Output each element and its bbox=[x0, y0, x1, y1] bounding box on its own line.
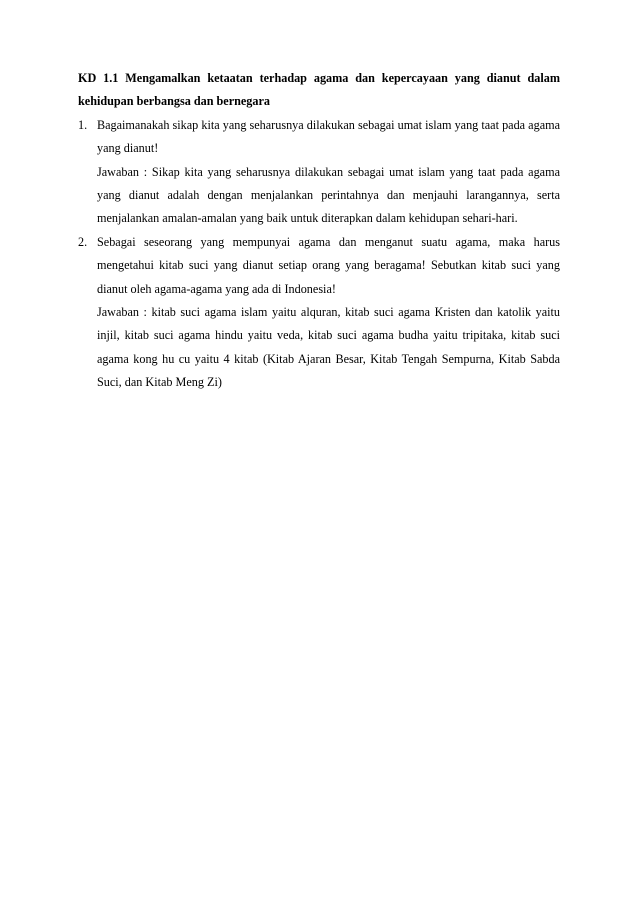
question-text: Bagaimanakah sikap kita yang seharusnya dilakukan sebagai umat islam yang taat pada agama yang dianut! bbox=[97, 117, 560, 156]
answer-text: Jawaban : kitab suci agama islam yaitu alquran, kitab suci agama Kristen dan katolik yaitu injil, kitab suci agama hindu yaitu veda, kitab suci agama budha yaitu tripitaka, kitab suci agama kong hu cu yaitu 4 kitab (Kitab Ajaran Besar, Kitab Tengah Sempurna, Kitab Sabda Suci, dan Kitab Meng Zi) bbox=[97, 305, 560, 390]
section-heading: KD 1.1 Mengamalkan ketaatan terhadap agama dan kepercayaan yang dianut dalam kehidupan berbangsa dan bernegara bbox=[78, 71, 560, 109]
question-item-2 bbox=[78, 231, 560, 395]
document-page bbox=[78, 67, 560, 395]
question-item-1 bbox=[78, 114, 560, 231]
question-number: 2. bbox=[78, 234, 88, 249]
question-text: Sebagai seseorang yang mempunyai agama dan menganut suatu agama, maka harus mengetahui kitab suci yang dianut setiap orang yang beragama! Sebutkan kitab suci yang dianut oleh agama-agama yang ada di Indonesia! bbox=[97, 234, 560, 296]
answer-text: Jawaban : Sikap kita yang seharusnya dilakukan sebagai umat islam yang taat pada agama yang dianut adalah dengan menjalankan perintahnya dan menjauhi larangannya, serta menjalankan amalan-amalan yang baik untuk diterapkan dalam kehidupan sehari-hari. bbox=[97, 164, 560, 226]
question-list bbox=[78, 114, 560, 395]
question-number: 1. bbox=[78, 117, 88, 132]
